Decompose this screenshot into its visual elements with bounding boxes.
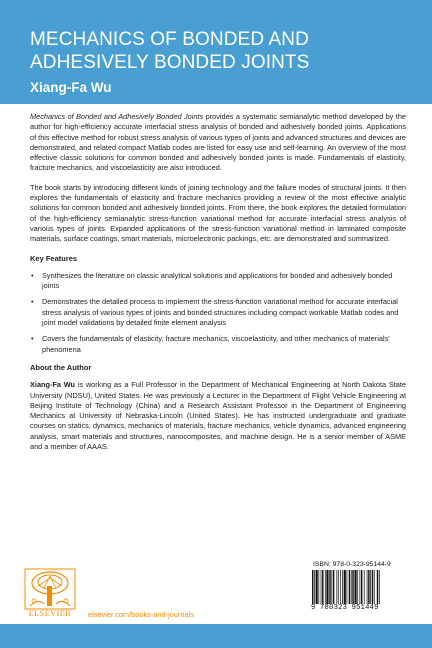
barcode-bar: [377, 570, 378, 604]
barcode-bar: [312, 570, 313, 604]
bullet-icon: •: [31, 270, 34, 280]
barcode-icon: [312, 570, 406, 604]
key-feature-text: Synthesizes the literature on classic analytical solutions and applications for bonded and adhesively bonded joints: [42, 270, 393, 291]
about-author-bio: is working as a Full Professor in the Department of Mechanical Engineering at North Dakota State University (NDSU), United States. He was previously a Lecturer in the Department of Flight Vehicle Engineering at Beijing Institute of Technology (China) and a Research Assistant Professor in the Department of Engineering Mechanics at University of Nebraska-Lincoln (United States). He has instructed undergraduate and graduate courses on statics, dynamics, mechanics of materials, fracture mechanics, vehicle dynamics, advanced engineering analysis, smart materials and structures, nanocomposites, and machine design. He is a senior member of ASME and a member of AAAS.: [30, 380, 406, 452]
book-author: Xiang-Fa Wu: [30, 80, 112, 95]
key-feature-item: [30, 297, 406, 328]
barcode-bar: [340, 570, 341, 604]
barcode-bar: [314, 570, 315, 604]
barcode-bar: [336, 570, 337, 604]
barcode-bar: [354, 570, 356, 604]
key-features-list: [30, 271, 406, 355]
barcode-bar: [333, 570, 334, 604]
barcode-bar: [349, 570, 350, 604]
publisher-name: ELSEVIER: [28, 609, 72, 618]
book-title-line-2: ADHESIVELY BONDED JOINTS: [30, 52, 310, 73]
cover-header-band: [0, 0, 432, 104]
barcode-bar: [372, 570, 373, 604]
isbn-label: ISBN: 978-0-323-95144-9: [313, 561, 391, 568]
barcode-bar: [316, 570, 318, 604]
about-author-name: Xiang-Fa Wu: [30, 380, 76, 390]
barcode-bar: [368, 570, 369, 604]
about-author-heading: About the Author: [30, 362, 92, 372]
barcode-bar: [347, 570, 348, 604]
description-paragraph-1: [30, 112, 406, 174]
description-paragraph-2: The book starts by introducing different kinds of joining technology and the failure modes of structural joints. It then explores the fundamentals of elasticity and fracture mechanics providing a review of the most effective analytic solutions for common bonded and adhesively bonded joints. From there, the book explores the detailed formulation of the high-efficiency semianalytic stress-function variational method for accurate interfacial stress analysis of various types of joints. Expanded applications of the stress-function variational method in laminated composite materials, surface coatings, smart materials, microelectronic packings, etc. are demonstrated and summarized.: [30, 182, 406, 244]
barcode-bar: [352, 570, 353, 604]
cover-footer-band: [0, 624, 432, 648]
description-paragraph-1-text: provides a systematic semianalytic method developed by the author for high-efficiency accurate interfacial stress analysis of bonded and adhesively bonded joints. Applications of this effective method for robust stress analysis of various types of joints and advanced structures and devices are demonstrated, and related compact Matlab codes are listed for easy use and self-learning. An overview of the most effective classic solutions for common bonded and adhesively bonded joints is made. Fundamentals of elasticity, fracture mechanics, and viscoelasticity are also introduced.: [30, 112, 406, 173]
book-title-line-1: MECHANICS OF BONDED AND: [30, 29, 309, 50]
barcode-bar: [361, 570, 362, 604]
publisher-url: elsevier.com/books-and-journals: [88, 610, 194, 619]
key-features-heading: Key Features: [30, 253, 78, 263]
description-book-title: Mechanics of Bonded and Adhesively Bonded Joints: [30, 112, 204, 121]
barcode-digits: 9 780323 951449: [311, 604, 379, 612]
barcode-bar: [326, 570, 328, 604]
key-feature-text: Covers the fundamentals of elasticity, fracture mechanics, viscoelasticity, and other mechanics of materials' phenomena: [42, 334, 390, 354]
barcode-bar: [351, 570, 352, 604]
barcode-bar: [344, 570, 346, 604]
barcode-bar: [329, 570, 330, 604]
barcode-bar: [338, 570, 339, 604]
barcode-bar: [331, 570, 332, 604]
bullet-icon: •: [31, 297, 34, 307]
back-cover-content: [30, 112, 406, 461]
barcode-bar: [325, 570, 326, 604]
key-feature-item: [30, 334, 406, 355]
key-feature-text: Demonstrates the detailed process to implement the stress-function variational method for accurate interfacial stress analysis of various types of joints and bonded structures including compact workable Matlab codes and joint model validations by detailed finite element analysis: [42, 297, 399, 328]
barcode-bar: [321, 570, 322, 604]
book-title: [30, 28, 420, 74]
barcode-bar: [318, 570, 319, 604]
about-author-paragraph: [30, 380, 406, 452]
key-feature-item: [30, 271, 406, 292]
barcode-bar: [322, 570, 323, 604]
elsevier-tree-logo-icon: [24, 568, 76, 615]
barcode-bar: [379, 570, 380, 604]
barcode-bar: [364, 570, 365, 604]
barcode-bar: [370, 570, 371, 604]
barcode-bar: [367, 570, 368, 604]
barcode-bar: [357, 570, 358, 604]
bullet-icon: •: [31, 334, 34, 344]
barcode-bar: [342, 570, 343, 604]
barcode-bar: [374, 570, 375, 604]
barcode-bar: [360, 570, 361, 604]
